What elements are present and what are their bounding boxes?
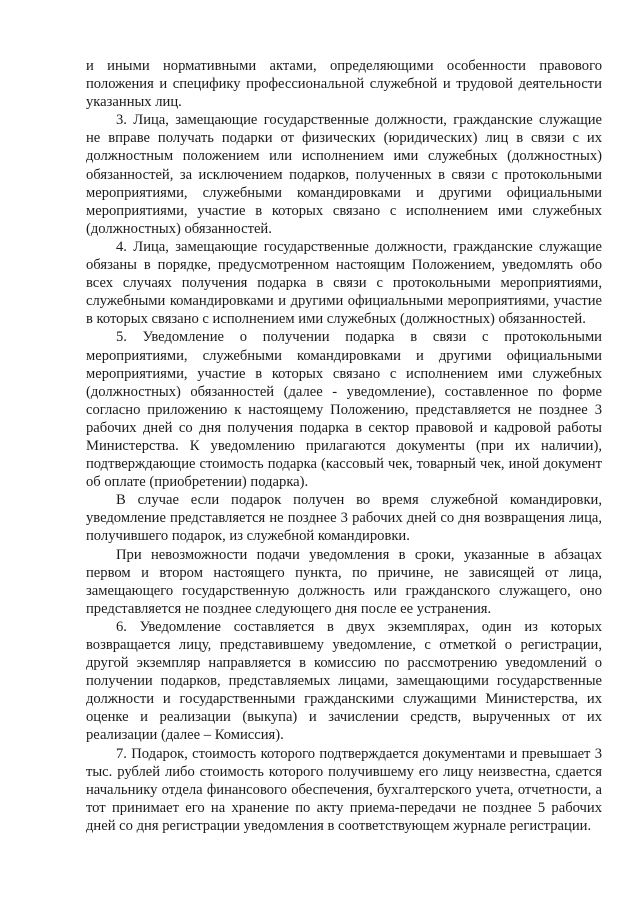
paragraph-item-5: 5. Уведомление о получении подарка в связи с протокольными мероприятиями, служебными командировками и другими официальными мероприятиями, участие в которых связано с исполнением ими служебных (должностных) обязанностей (далее - уведомление), составленное по форме согласно приложению к настоящему Положению, представляется не позднее 3 рабочих дней со дня получения подарка в сектор правовой и кадровой работы Министерства. К уведомлению прилагаются документы (при их наличии), подтверждающие стоимость подарка (кассовый чек, товарный чек, иной документ об оплате (приобретении) подарка). (86, 329, 602, 491)
paragraph-item-5-second: В случае если подарок получен во время служебной командировки, уведомление представляется не позднее 3 рабочих дней со дня возвращения лица, получившего подарок, из служебной командировки. (86, 492, 602, 545)
paragraph-item-5-third: При невозможности подачи уведомления в сроки, указанные в абзацах первом и втором настоящего пункта, по причине, не зависящей от лица, замещающего государственную должность или гражданского служащего, оно представляется не позднее следующего дня после ее устранения. (86, 546, 602, 617)
document-page (86, 57, 602, 835)
paragraph-item-4: 4. Лица, замещающие государственные должности, гражданские служащие обязаны в порядке, предусмотренном настоящим Положением, уведомлять обо всех случаях получения подарка в связи с протокольными мероприятиями, служебными командировками и другими официальными мероприятиями, участие в которых связано с исполнением ими служебных (должностных) обязанностей. (86, 238, 602, 328)
paragraph-continuation: и иными нормативными актами, определяющими особенности правового положения и специфику профессиональной служебной и трудовой деятельности указанных лиц. (86, 58, 602, 111)
paragraph-item-6: 6. Уведомление составляется в двух экземплярах, один из которых возвращается лицу, представившему уведомление, с отметкой о регистрации, другой экземпляр направляется в комиссию по рассмотрению уведомлений о получении подарков, представляемых лицами, замещающими государственные должности и государственными гражданскими служащими Министерства, их оценке и реализации (выкупа) и зачислении средств, вырученных от их реализации (далее – Комиссия). (86, 618, 602, 744)
paragraph-item-3: 3. Лица, замещающие государственные должности, гражданские служащие не вправе получать подарки от физических (юридических) лиц в связи с их должностным положением или исполнением ими служебных (должностных) обязанностей, за исключением подарков, полученных в связи с протокольными мероприятиями, служебными командировками и другими официальными мероприятиями, участие в которых связано с исполнением ими служебных (должностных) обязанностей. (86, 112, 602, 237)
paragraph-item-7: 7. Подарок, стоимость которого подтверждается документами и превышает 3 тыс. рублей либо стоимость которого получившему его лицу неизвестна, сдается начальнику отдела финансового обеспечения, бухгалтерского учета, отчетности, а тот принимает его на хранение по акту приема-передачи не позднее 5 рабочих дней со дня регистрации уведомления в соответствующем журнале регистрации. (86, 745, 602, 834)
